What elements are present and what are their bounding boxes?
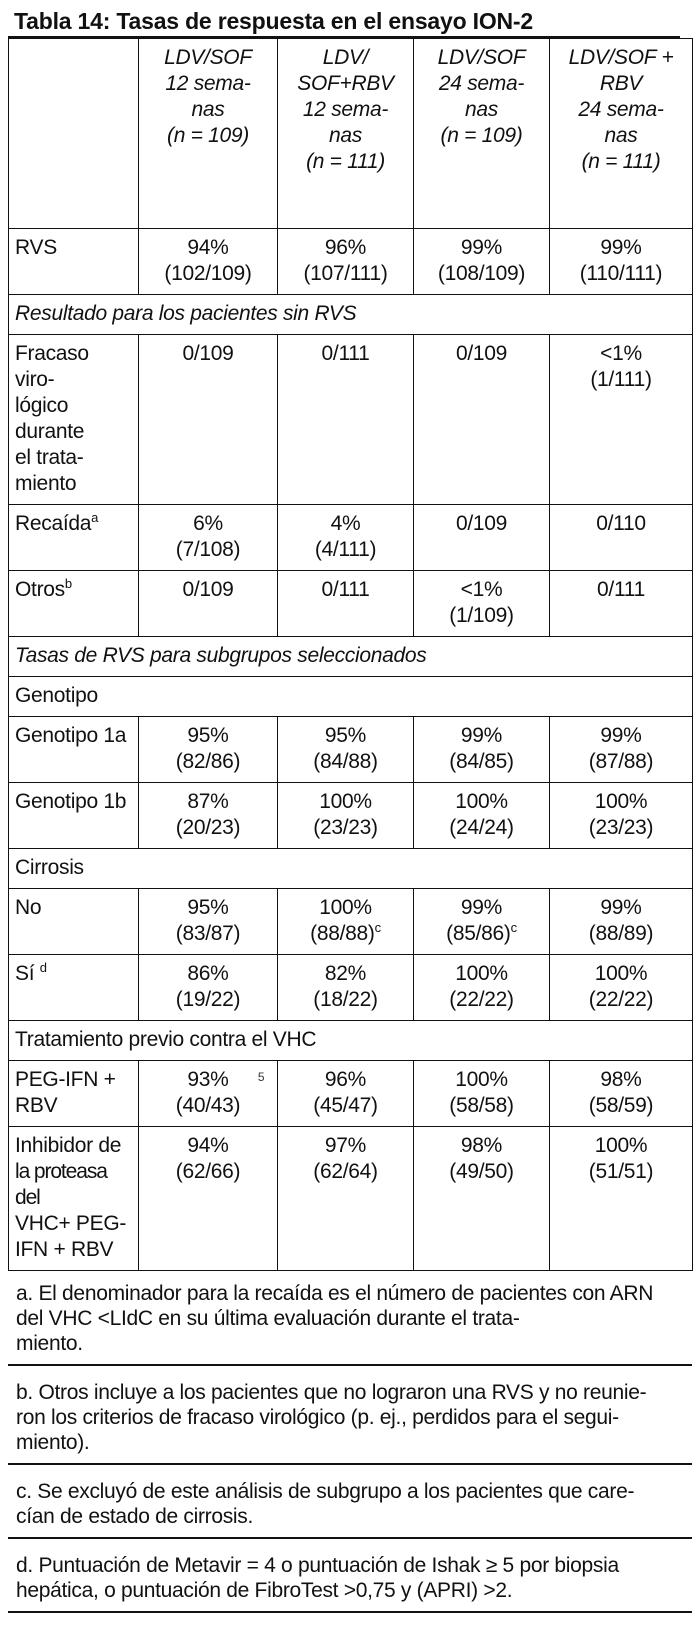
table-cell: 100% $(88/88)^c$ [278,889,414,955]
table-row [9,717,693,783]
section-row [9,637,693,677]
row-label: Inhibidor de la proteasa del VHC+ PEG- IFN + RBV [9,1127,139,1271]
table-row [9,571,693,637]
header-row [9,39,693,229]
table-cell: 96% (45/47) [278,1061,414,1127]
stray-mark: 5 [257,1070,265,1084]
row-label: PEG-IFN + RBV [9,1061,139,1127]
table-cell: 0/109 [414,335,550,505]
footnote-c: c. Se excluyó de este análisis de subgrupo a los pacientes que care- cían de estado de cirrosis. [8,1475,692,1539]
row-label: Otros$^b$ [9,571,139,637]
table-cell: 97% (62/64) [278,1127,414,1271]
footnote-mark: b [64,576,72,591]
header-cell-empty [9,39,139,229]
table-cell: 100% (23/23) [278,783,414,849]
table-cell: 99% (84/85) [414,717,550,783]
table-cell: 4% (4/111) [278,505,414,571]
table-cell: 93% (40/43) 5 [139,1061,278,1127]
table-cell: 99% $(85/86)^c$ [414,889,550,955]
footnote-d: d. Puntuación de Metavir = 4 o puntuación de Ishak ≥ 5 por biopsia hepática, o puntuación de FibroTest >0,75 y (APRI) >2. [8,1549,692,1613]
table-row [9,783,693,849]
footnote-a: a. El denominador para la recaída es el número de pacientes con ARN del VHC <LIdC en su última evaluación durante el trata- miento. [8,1279,692,1366]
table-cell: 100% (22/22) [414,955,550,1021]
table-cell: 0/109 [414,505,550,571]
table-cell: 99% (108/109) [414,229,550,295]
section-heading: Genotipo [9,677,693,717]
table-cell: <1% (1/109) [414,571,550,637]
table-cell: 98% (49/50) [414,1127,550,1271]
header-ldv-sof-12: LDV/SOF 12 sema- nas (n = 109) [139,39,278,229]
row-label: Sí $^d$ [9,955,139,1021]
table-cell: 100% (23/23) [550,783,693,849]
table-cell: 94% (62/66) [139,1127,278,1271]
table-row [9,955,693,1021]
section-heading: Resultado para los pacientes sin RVS [9,295,693,335]
table-cell: 0/111 [550,571,693,637]
table-cell: 96% (107/111) [278,229,414,295]
section-row [9,677,693,717]
table-row [9,889,693,955]
table-cell: 95% (83/87) [139,889,278,955]
table-cell: 98% (58/59) [550,1061,693,1127]
row-label: Genotipo 1a [9,717,139,783]
table-row [9,229,693,295]
header-ldv-sof-rbv-12: LDV/ SOF+RBV 12 sema- nas (n = 111) [278,39,414,229]
section-heading: Tratamiento previo contra el VHC [9,1021,693,1061]
section-heading: Cirrosis [9,849,693,889]
table-row [9,335,693,505]
response-rates-table [8,38,693,1271]
table-title: Tabla 14: Tasas de respuesta en el ensayo ION-2 [8,6,680,38]
table-cell: 0/111 [278,571,414,637]
footnotes [8,1279,692,1613]
table-row [9,505,693,571]
table-cell: 95% (84/88) [278,717,414,783]
table-cell: 86% (19/22) [139,955,278,1021]
section-row [9,295,693,335]
table-cell: 82% (18/22) [278,955,414,1021]
row-label: Fracaso viro- lógico durante el trata- miento [9,335,139,505]
table-cell: 0/109 [139,335,278,505]
table-cell: 95% (82/86) [139,717,278,783]
row-label: Recaída$^a$ [9,505,139,571]
table-cell: 100% (58/58) [414,1061,550,1127]
table-cell: <1% (1/111) [550,335,693,505]
table-cell: 99% (88/89) [550,889,693,955]
table-cell: 6% (7/108) [139,505,278,571]
footnote-mark: d [39,960,47,975]
table-cell: 0/110 [550,505,693,571]
footnote-mark: a [91,510,99,525]
row-label: RVS [9,229,139,295]
row-label: Genotipo 1b [9,783,139,849]
table-cell: 100% (22/22) [550,955,693,1021]
table-row [9,1061,693,1127]
table-cell: 0/111 [278,335,414,505]
footnote-mark: c [510,920,517,935]
footnote-mark: c [374,920,381,935]
footnote-b: b. Otros incluye a los pacientes que no lograron una RVS y no reunie- ron los criterios de fracaso virológico (p. ej., perdidos para el segui- miento). [8,1376,692,1465]
table-cell: 100% (51/51) [550,1127,693,1271]
table-cell: 100% (24/24) [414,783,550,849]
table-cell: 0/109 [139,571,278,637]
row-label: No [9,889,139,955]
table-cell: 99% (87/88) [550,717,693,783]
section-row [9,849,693,889]
table-cell: 87% (20/23) [139,783,278,849]
table-cell: 99% (110/111) [550,229,693,295]
table-cell: 94% (102/109) [139,229,278,295]
section-heading: Tasas de RVS para subgrupos seleccionados [9,637,693,677]
section-row [9,1021,693,1061]
header-ldv-sof-rbv-24: LDV/SOF + RBV 24 sema- nas (n = 111) [550,39,693,229]
header-ldv-sof-24: LDV/SOF 24 sema- nas (n = 109) [414,39,550,229]
table-row [9,1127,693,1271]
